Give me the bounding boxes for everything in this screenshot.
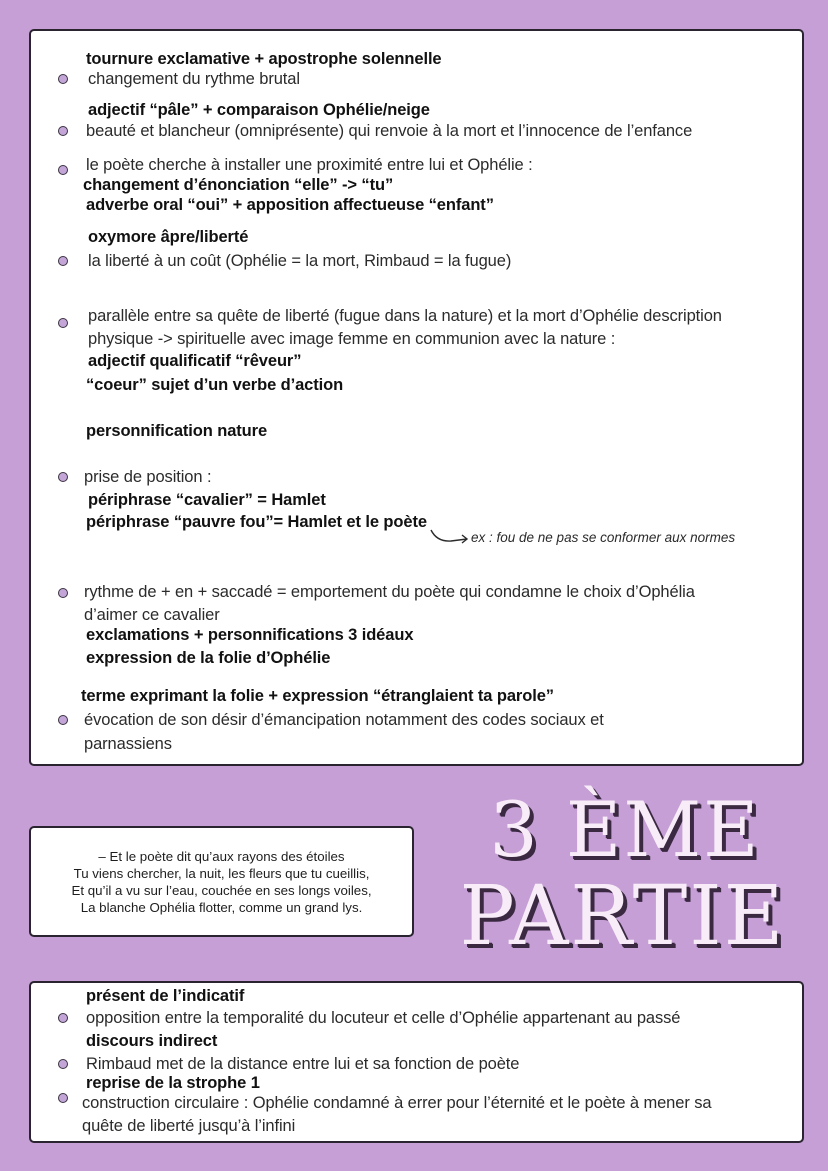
bullet-icon <box>58 472 68 482</box>
section-title-line-1: 3 ÈME <box>489 785 761 874</box>
item-text: changement du rythme brutal <box>88 70 300 88</box>
curved-arrow-icon <box>429 528 471 546</box>
item-text: construction circulaire : Ophélie condamné à errer pour l’éternité et le poète à mener sa <box>82 1094 712 1112</box>
item-text: rythme de + en + saccadé = emportement du poète qui condamne le choix d’Ophélia <box>84 583 695 601</box>
item-heading: adjectif “pâle” + comparaison Ophélie/neige <box>88 101 430 119</box>
poem-quote <box>31 848 412 916</box>
item-heading: personnification nature <box>86 422 268 440</box>
bullet-icon <box>58 318 68 328</box>
bullet-icon <box>58 715 68 725</box>
item-heading: discours indirect <box>86 1032 218 1050</box>
item-text: la liberté à un coût (Ophélie = la mort, Rimbaud = la fugue) <box>88 252 512 270</box>
item-text: parallèle entre sa quête de liberté (fugue dans la nature) et la mort d’Ophélie description <box>88 307 722 325</box>
item-heading: “coeur” sujet d’un verbe d’action <box>86 376 344 394</box>
item-heading: terme exprimant la folie + expression “étranglaient ta parole” <box>81 687 554 705</box>
quote-line: La blanche Ophélia flotter, comme un grand lys. <box>80 900 363 915</box>
item-text: physique -> spirituelle avec image femme en communion avec la nature : <box>88 330 616 348</box>
item-heading: adjectif qualificatif “rêveur” <box>88 352 302 370</box>
quote-line: – Et le poète dit qu’aux rayons des étoiles <box>98 849 345 864</box>
item-text: beauté et blancheur (omniprésente) qui renvoie à la mort et l’innocence de l’enfance <box>86 122 693 140</box>
quote-line: Et qu’il a vu sur l’eau, couchée en ses longs voiles, <box>71 883 372 898</box>
item-text: parnassiens <box>84 735 172 753</box>
item-text: opposition entre la temporalité du locuteur et celle d’Ophélie appartenant au passé <box>86 1009 681 1027</box>
bullet-icon <box>58 1093 68 1103</box>
item-heading: expression de la folie d’Ophélie <box>86 649 331 667</box>
item-heading: périphrase “pauvre fou”= Hamlet et le poète <box>86 513 427 531</box>
item-heading: tournure exclamative + apostrophe solennelle <box>86 50 442 68</box>
notes-card-bottom <box>29 981 804 1143</box>
item-text: évocation de son désir d’émancipation notamment des codes sociaux et <box>84 711 604 729</box>
item-heading: périphrase “cavalier” = Hamlet <box>88 491 326 509</box>
quote-line: Tu viens chercher, la nuit, les fleurs que tu cueillis, <box>73 866 370 881</box>
bullet-icon <box>58 1059 68 1069</box>
poem-quote-card <box>29 826 414 937</box>
item-text: le poète cherche à installer une proximité entre lui et Ophélie : <box>86 156 533 174</box>
section-title-line-2: PARTIE <box>459 869 786 964</box>
item-heading: exclamations + personnifications 3 idéaux <box>86 626 414 644</box>
notes-card-top <box>29 29 804 766</box>
item-text: d’aimer ce cavalier <box>84 606 220 624</box>
item-text: quête de liberté jusqu’à l’infini <box>82 1117 296 1135</box>
item-heading: oxymore âpre/liberté <box>88 228 249 246</box>
item-heading: changement d’énonciation “elle” -> “tu” <box>83 176 394 194</box>
bullet-icon <box>58 74 68 84</box>
side-note: ex : fou de ne pas se conformer aux normes <box>471 530 736 545</box>
bullet-icon <box>58 126 68 136</box>
item-heading: reprise de la strophe 1 <box>86 1074 260 1092</box>
bullet-icon <box>58 256 68 266</box>
bullet-icon <box>58 588 68 598</box>
bullet-icon <box>58 1013 68 1023</box>
item-heading: adverbe oral “oui” + apposition affectueuse “enfant” <box>86 196 494 214</box>
bullet-icon <box>58 165 68 175</box>
item-heading: présent de l’indicatif <box>86 987 245 1005</box>
item-text: Rimbaud met de la distance entre lui et sa fonction de poète <box>86 1055 520 1073</box>
item-text: prise de position : <box>84 468 212 486</box>
